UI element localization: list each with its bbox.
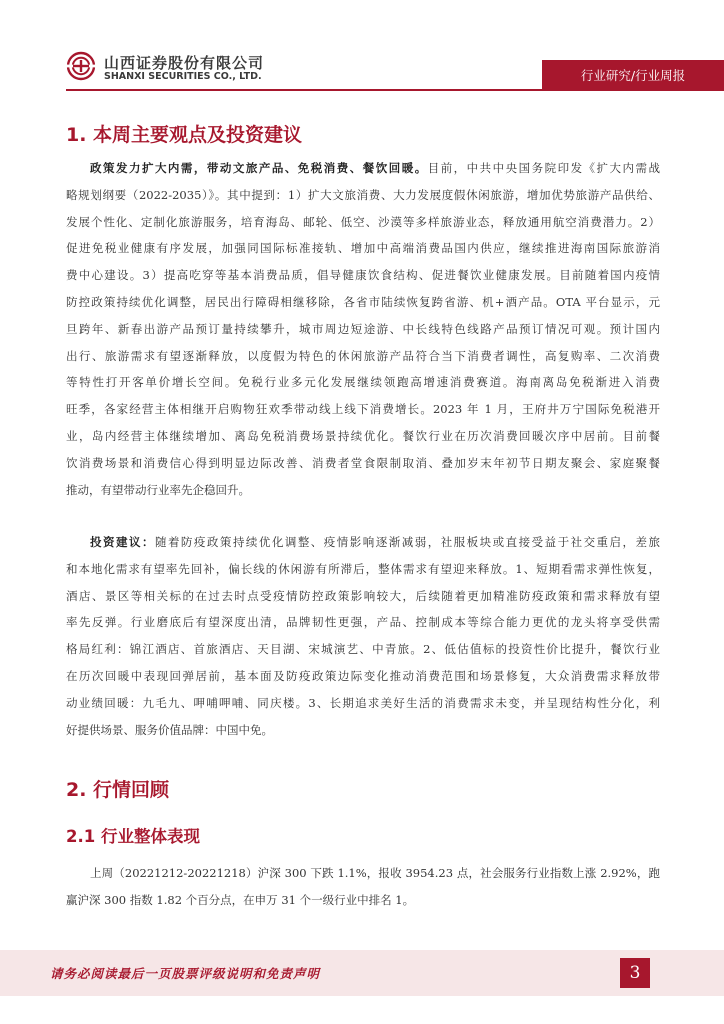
text-line: 酒店、景区等相关标的在过去时点受疫情防控政策影响较大，后续随着更加精准防疫政策和需求释放有望 xyxy=(66,588,660,603)
page-number: 3 xyxy=(620,958,650,988)
page-footer xyxy=(0,950,724,996)
paragraph-lead: 投资建议： xyxy=(90,535,155,549)
text-line: 在历次回暖中表现回弹居前，基本面及防疫政策边际变化推动消费范围和场景修复，大众消费需求释放带 xyxy=(66,668,660,683)
page-header xyxy=(0,0,724,100)
investment-advice-paragraph xyxy=(66,529,660,743)
header-rule xyxy=(66,89,542,91)
text-line: 业，岛内经营主体继续增加、离岛免税消费场景持续优化。餐饮行业在历次消费回暖次序中居前。目前餐 xyxy=(66,428,660,443)
text-line: 饮消费场景和消费信心得到明显边际改善、消费者堂食限制取消、叠加岁末年初节日期友聚会、家庭聚餐 xyxy=(66,455,660,470)
section-2-paragraph xyxy=(66,860,660,914)
subsection-2-1-title: 2.1 行业整体表现 xyxy=(66,827,200,846)
text-line: 旺季，各家经营主体相继开启购物狂欢季带动线上线下消费增长。2023 年 1 月，王府井万宁国际免税港开 xyxy=(66,402,660,417)
text-line: 推动，有望带动行业率先企稳回升。 xyxy=(66,482,250,497)
text-line: 动业绩回暖：九毛九、呷哺呷哺、同庆楼。3、长期追求美好生活的消费需求未变，并呈现结构性分化，利 xyxy=(66,695,660,710)
text-line: 好提供场景、服务价值品牌：中国中免。 xyxy=(66,722,273,737)
report-category-badge: 行业研究/行业周报 xyxy=(542,60,724,91)
company-name-cn: 山西证券股份有限公司 xyxy=(104,54,265,72)
section-1-paragraph-1 xyxy=(66,155,660,503)
disclaimer-notice: 请务必阅读最后一页股票评级说明和免责声明 xyxy=(50,966,321,981)
text-line: 略规划纲要（2022-2035）》。其中提到：1）扩大文旅消费、大力发展度假休闲旅游，增加优势旅游产品供给、 xyxy=(66,187,660,202)
company-logo-icon xyxy=(66,51,96,81)
text-line: 出行、旅游需求有望逐渐释放，以度假为特色的休闲旅游产品符合当下消费者调性，高复购率、二次消费 xyxy=(66,348,660,363)
text-line: 投资建议：随着防疫政策持续优化调整、疫情影响逐渐减弱，社服板块或直接受益于社交重启，差旅 xyxy=(90,535,660,549)
text-line: 和本地化需求有望率先回补，偏长线的休闲游有所滞后，整体需求有望迎来释放。1、短期看需求弹性恢复， xyxy=(66,561,660,576)
section-1-title: 1. 本周主要观点及投资建议 xyxy=(66,124,303,146)
text-line: 等特性打开客单价增长空间。免税行业多元化发展继续领跑高增速消费赛道。海南离岛免税渐进入消费 xyxy=(66,375,660,390)
text-line: 政策发力扩大内需，带动文旅产品、免税消费、餐饮回暖。目前，中共中央国务院印发《扩大内需战 xyxy=(90,161,660,175)
company-name-en: SHANXI SECURITIES CO., LTD. xyxy=(104,71,262,82)
text-line: 促进免税业健康有序发展，加强同国际标准接轨、增加中高端消费品国内供应，继续推进海南国际旅游消 xyxy=(66,241,660,256)
text-line: 上周（20221212-20221218）沪深 300 下跌 1.1%，报收 3954.23 点，社会服务行业指数上涨 2.92%，跑 xyxy=(90,866,660,880)
text-line: 赢沪深 300 指数 1.82 个百分点，在申万 31 个一级行业中排名 1。 xyxy=(66,892,415,907)
text-line: 防控政策持续优化调整，居民出行障碍相继移除，各省市陆续恢复跨省游、机+酒产品。OTA 平台显示，元 xyxy=(66,294,660,309)
text-line: 费中心建设。3）提高吃穿等基本消费品质，倡导健康饮食结构、促进餐饮业健康发展。目前随着国内疫情 xyxy=(66,268,660,283)
text-line: 发展个性化、定制化旅游服务，培育海岛、邮轮、低空、沙漠等多样旅游业态，释放通用航空消费潜力。2） xyxy=(66,214,660,229)
text-line: 格局红利：锦江酒店、首旅酒店、天目湖、宋城演艺、中青旅。2、低估值标的投资性价比提升，餐饮行业 xyxy=(66,642,660,657)
section-2-title: 2. 行情回顾 xyxy=(66,779,170,801)
text-line: 旦跨年、新春出游产品预订量持续攀升，城市周边短途游、中长线特色线路产品预订情况可观。预计国内 xyxy=(66,321,660,336)
paragraph-lead: 政策发力扩大内需，带动文旅产品、免税消费、餐饮回暖。 xyxy=(90,161,428,175)
text-line: 率先反弹。行业磨底后有望深度出清，品牌韧性更强，产品、控制成本等综合能力更优的龙头将享受供需 xyxy=(66,615,660,630)
